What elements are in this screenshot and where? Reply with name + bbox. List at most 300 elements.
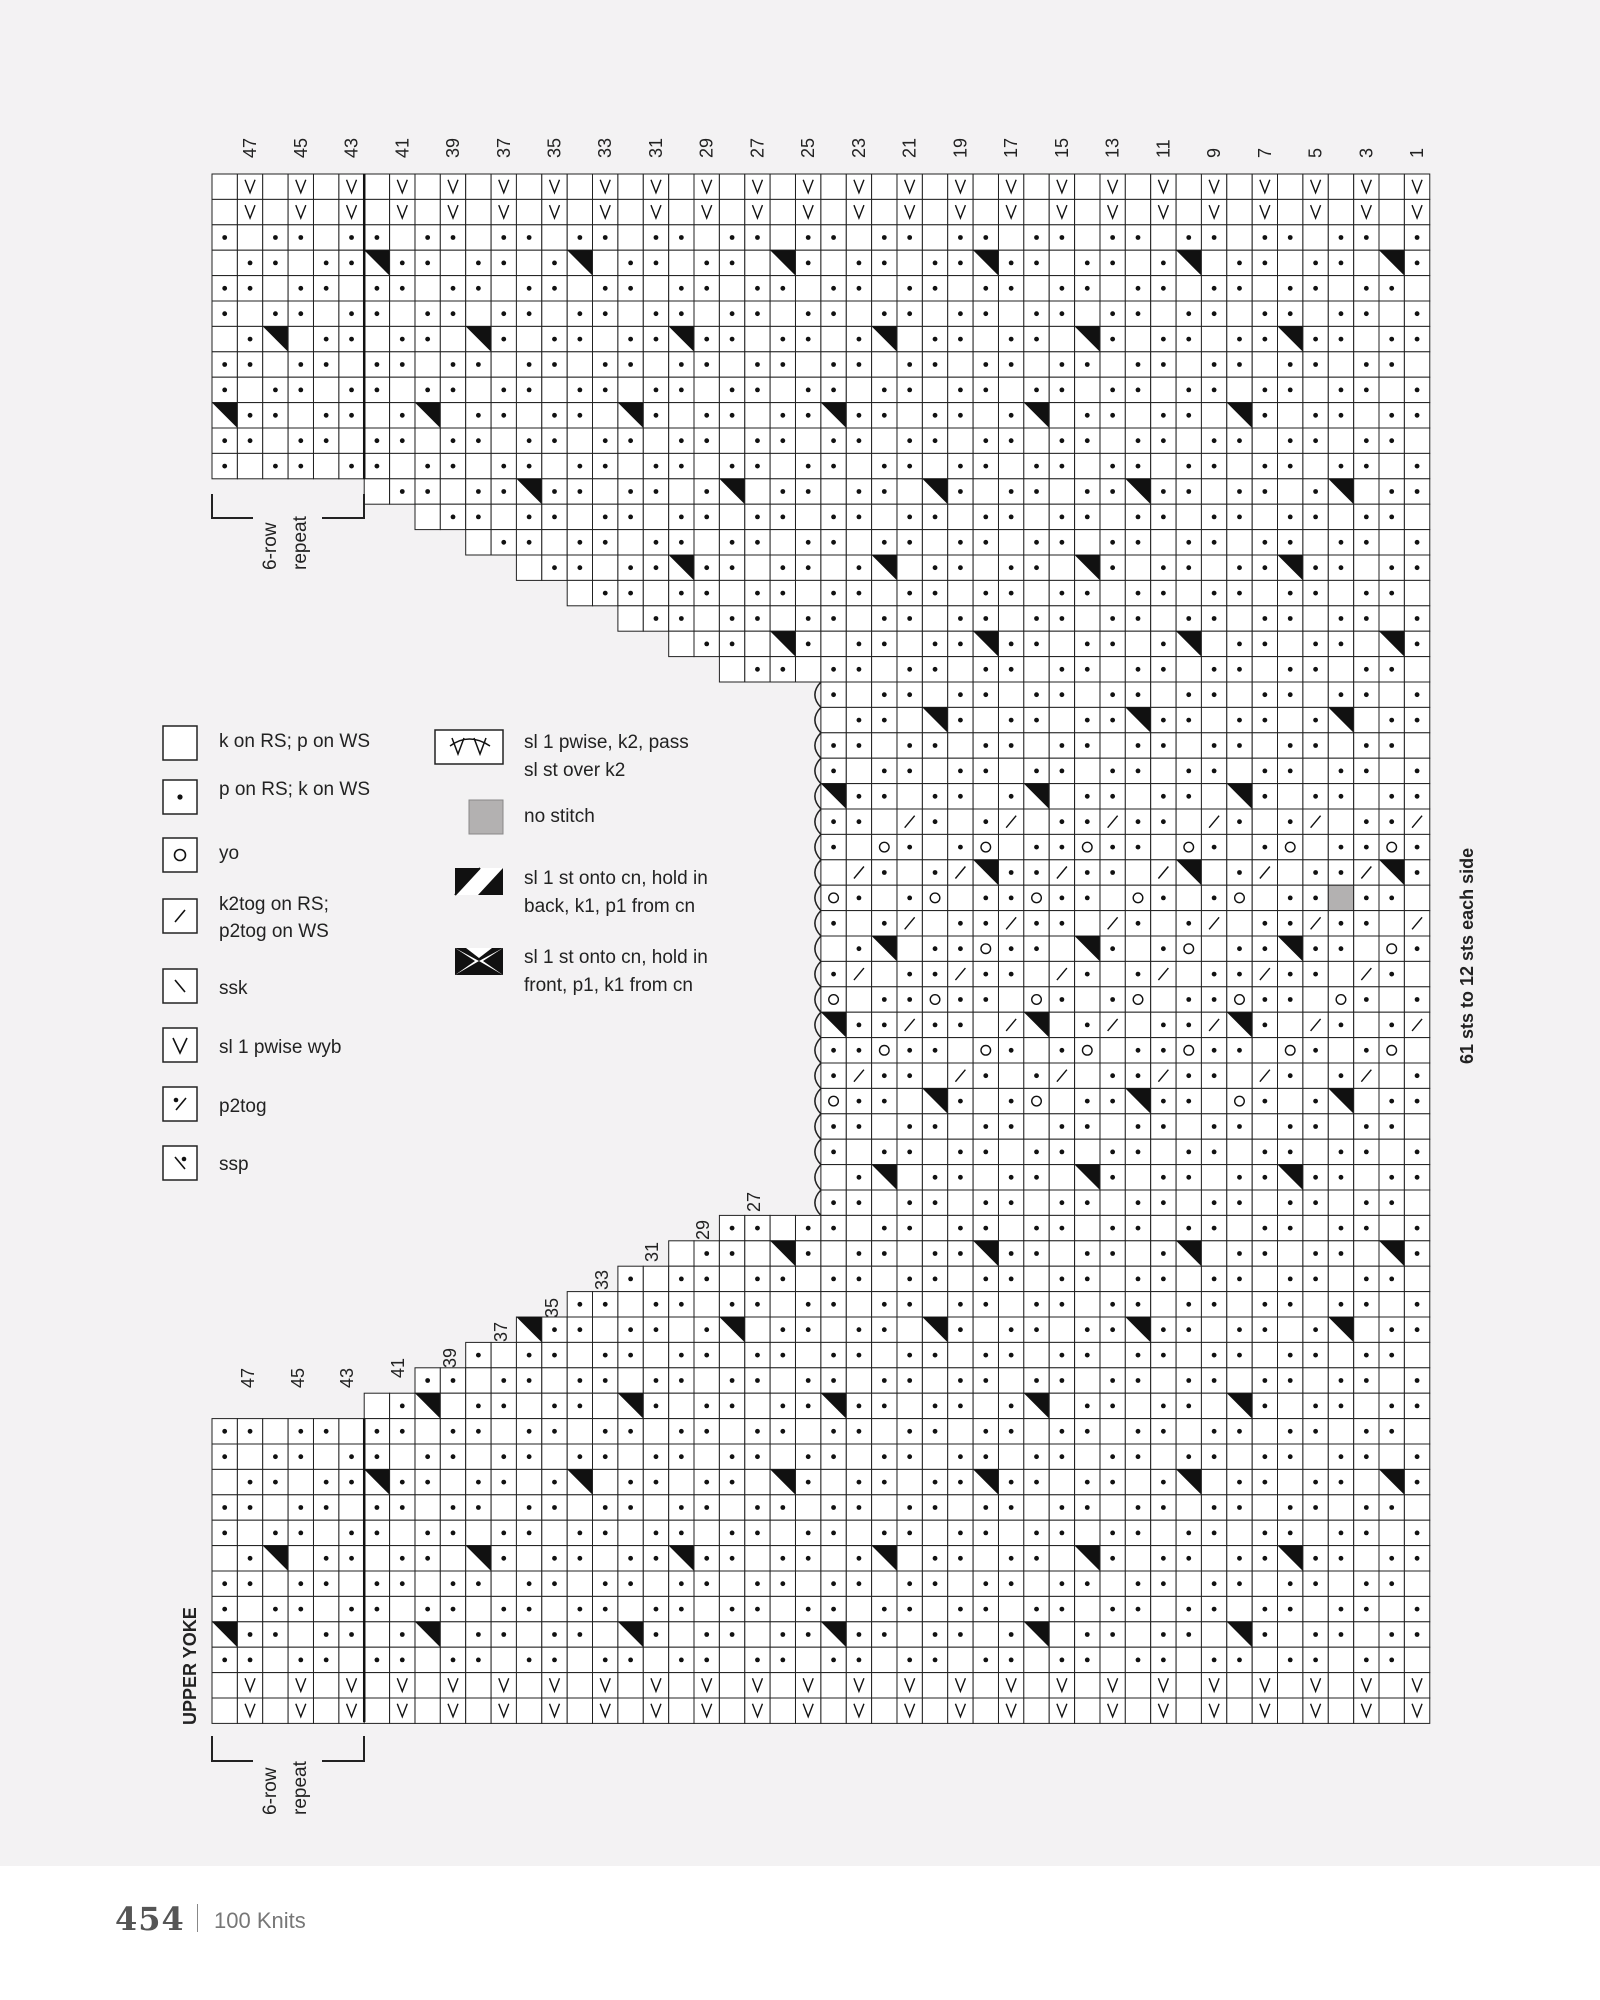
purl-dot	[1389, 1632, 1394, 1637]
purl-dot	[400, 1556, 405, 1561]
purl-dot	[679, 1581, 684, 1586]
chart-cell	[1404, 174, 1429, 199]
purl-dot	[1262, 388, 1267, 393]
purl-dot	[1415, 1251, 1420, 1256]
purl-dot	[1212, 1454, 1217, 1459]
chart-cell	[542, 530, 567, 555]
purl-dot	[349, 1556, 354, 1561]
purl-dot	[1136, 591, 1141, 596]
purl-dot	[1415, 464, 1420, 469]
purl-dot	[1212, 1505, 1217, 1510]
purl-dot	[1313, 946, 1318, 951]
purl-dot	[1339, 1226, 1344, 1231]
purl-dot	[603, 464, 608, 469]
chart-cell	[745, 250, 770, 275]
chart-cell	[567, 1698, 592, 1723]
chart-cell	[1024, 352, 1049, 377]
chart-cell	[1024, 657, 1049, 682]
chart-cell	[872, 657, 897, 682]
purl-dot	[1389, 1200, 1394, 1205]
purl-dot	[349, 337, 354, 342]
chart-cell	[1075, 1520, 1100, 1545]
purl-dot	[1288, 286, 1293, 291]
purl-dot	[273, 1632, 278, 1637]
chart-cell	[364, 1393, 389, 1418]
chart-cell	[1049, 1673, 1074, 1698]
purl-dot	[603, 1531, 608, 1536]
chart-cell	[821, 1165, 846, 1190]
purl-dot	[1288, 1277, 1293, 1282]
chart-cell	[1328, 1495, 1353, 1520]
purl-dot	[1034, 769, 1039, 774]
chart-cell	[1151, 1139, 1176, 1164]
chart-cell	[390, 453, 415, 478]
purl-dot	[1212, 769, 1217, 774]
cable-front-icon	[455, 948, 503, 975]
purl-dot	[654, 1480, 659, 1485]
chart-cell	[1176, 961, 1201, 986]
purl-dot	[882, 1226, 887, 1231]
purl-dot	[1313, 972, 1318, 977]
purl-dot	[1339, 794, 1344, 799]
purl-dot	[831, 1429, 836, 1434]
scalloped-edge	[815, 682, 821, 1215]
diagonal-number: 35	[542, 1297, 562, 1318]
chart-cell	[1125, 1165, 1150, 1190]
chart-cell	[440, 199, 465, 224]
purl-dot	[831, 1531, 836, 1536]
purl-dot	[755, 464, 760, 469]
chart-cell	[719, 174, 744, 199]
chart-cell	[542, 1596, 567, 1621]
chart-cell	[948, 1038, 973, 1063]
chart-cell	[466, 174, 491, 199]
purl-dot	[882, 311, 887, 316]
chart-cell	[263, 428, 288, 453]
purl-dot	[983, 1378, 988, 1383]
purl-dot	[730, 540, 735, 545]
chart-cell	[339, 276, 364, 301]
purl-dot	[1212, 362, 1217, 367]
purl-dot	[1389, 1327, 1394, 1332]
chart-cell	[694, 1596, 719, 1621]
purl-dot	[1415, 946, 1420, 951]
chart-cell	[745, 631, 770, 656]
purl-dot	[882, 718, 887, 723]
chart-cell	[1075, 1444, 1100, 1469]
purl-dot	[1009, 413, 1014, 418]
chart-cell	[1100, 1698, 1125, 1723]
chart-cell	[1227, 987, 1252, 1012]
chart-cell	[719, 657, 744, 682]
purl-dot	[806, 489, 811, 494]
chart-cell	[821, 326, 846, 351]
purl-dot	[806, 1226, 811, 1231]
chart-cell	[1201, 199, 1226, 224]
purl-dot	[806, 464, 811, 469]
purl-dot	[222, 1581, 227, 1586]
chart-cell	[872, 1342, 897, 1367]
chart-cell	[1252, 352, 1277, 377]
purl-dot	[755, 1658, 760, 1663]
purl-dot	[603, 1302, 608, 1307]
purl-dot	[1262, 1632, 1267, 1637]
chart-cell	[1252, 580, 1277, 605]
chart-cell	[719, 1495, 744, 1520]
purl-dot	[1085, 1404, 1090, 1409]
purl-dot	[907, 464, 912, 469]
purl-dot	[1161, 1581, 1166, 1586]
diagonal-number: 31	[642, 1241, 662, 1262]
chart-cell	[440, 1698, 465, 1723]
purl-dot	[958, 489, 963, 494]
purl-dot	[958, 1023, 963, 1028]
purl-dot	[1313, 743, 1318, 748]
purl-dot	[882, 1378, 887, 1383]
purl-dot	[907, 1124, 912, 1129]
chart-cell	[1049, 1622, 1074, 1647]
purl-dot	[1262, 1378, 1267, 1383]
chart-cell	[872, 1190, 897, 1215]
purl-dot	[857, 1124, 862, 1129]
purl-dot	[248, 286, 253, 291]
purl-dot	[704, 1581, 709, 1586]
purl-dot	[1415, 1404, 1420, 1409]
chart-cell	[314, 199, 339, 224]
chart-cell	[1303, 1673, 1328, 1698]
purl-dot	[527, 311, 532, 316]
purl-dot	[1186, 1632, 1191, 1637]
purl-dot	[882, 1607, 887, 1612]
purl-dot	[1186, 540, 1191, 545]
purl-dot	[501, 540, 506, 545]
chart-cell	[1354, 1165, 1379, 1190]
purl-dot	[1110, 311, 1115, 316]
purl-dot	[1186, 311, 1191, 316]
chart-cell	[1227, 911, 1252, 936]
chart-cell	[339, 428, 364, 453]
purl-dot	[983, 1150, 988, 1155]
chart-cell	[872, 352, 897, 377]
chart-cell	[466, 377, 491, 402]
chart-cell	[1201, 784, 1226, 809]
purl-dot	[654, 1531, 659, 1536]
purl-dot	[1085, 591, 1090, 596]
purl-dot	[704, 1353, 709, 1358]
chart-cell	[364, 1546, 389, 1571]
purl-dot	[1212, 388, 1217, 393]
chart-cell	[846, 1520, 871, 1545]
chart-cell	[1379, 911, 1404, 936]
purl-dot	[1110, 337, 1115, 342]
purl-dot	[806, 616, 811, 621]
purl-dot	[527, 1378, 532, 1383]
chart-cell	[516, 199, 541, 224]
purl-dot	[1262, 1454, 1267, 1459]
purl-dot	[1288, 667, 1293, 672]
purl-dot	[375, 1531, 380, 1536]
purl-dot	[958, 1632, 963, 1637]
purl-dot	[552, 261, 557, 266]
purl-dot	[882, 1073, 887, 1078]
purl-dot	[1186, 769, 1191, 774]
chart-cell	[491, 1419, 516, 1444]
purl-dot	[451, 1454, 456, 1459]
chart-cell	[1278, 707, 1303, 732]
purl-dot	[1186, 718, 1191, 723]
purl-dot	[983, 692, 988, 697]
chart-cell	[897, 199, 922, 224]
chart-cell	[973, 1038, 998, 1063]
purl-dot	[1389, 896, 1394, 901]
purl-dot	[857, 1658, 862, 1663]
chart-cell	[872, 885, 897, 910]
chart-cell	[1278, 834, 1303, 859]
purl-dot	[679, 1531, 684, 1536]
purl-dot	[933, 337, 938, 342]
purl-dot	[1110, 540, 1115, 545]
purl-dot	[831, 1378, 836, 1383]
chart-cell	[491, 428, 516, 453]
purl-dot	[907, 692, 912, 697]
chart-cell	[1176, 174, 1201, 199]
chart-cell	[1227, 1520, 1252, 1545]
purl-dot	[1186, 921, 1191, 926]
purl-dot	[755, 1353, 760, 1358]
purl-dot	[248, 1480, 253, 1485]
chart-cell	[339, 199, 364, 224]
chart-cell	[415, 1673, 440, 1698]
column-number: 37	[493, 137, 514, 158]
purl-dot	[476, 1429, 481, 1434]
purl-dot	[806, 261, 811, 266]
chart-cell	[973, 1393, 998, 1418]
purl-dot	[298, 1429, 303, 1434]
chart-cell	[872, 1038, 897, 1063]
purl-dot	[831, 286, 836, 291]
chart-cell	[1379, 1063, 1404, 1088]
purl-dot	[1339, 642, 1344, 647]
purl-dot	[603, 286, 608, 291]
chart-cell	[1201, 707, 1226, 732]
purl-dot	[1262, 489, 1267, 494]
chart-cell	[999, 174, 1024, 199]
purl-dot	[1389, 489, 1394, 494]
chart-cell	[1404, 199, 1429, 224]
purl-dot	[958, 1175, 963, 1180]
chart-cell	[1278, 1038, 1303, 1063]
chart-cell	[1252, 1647, 1277, 1672]
chart-cell	[1049, 199, 1074, 224]
purl-dot	[1364, 1200, 1369, 1205]
purl-dot	[831, 540, 836, 545]
purl-dot	[1034, 311, 1039, 316]
purl-dot	[806, 388, 811, 393]
purl-dot	[1186, 413, 1191, 418]
chart-cell	[1328, 1038, 1353, 1063]
column-number: 13	[1102, 137, 1123, 158]
chart-cell	[897, 1546, 922, 1571]
chart-cell	[390, 1698, 415, 1723]
purl-dot	[1288, 1607, 1293, 1612]
purl-dot	[1262, 540, 1267, 545]
purl-dot	[806, 565, 811, 570]
chart-cell	[1151, 1444, 1176, 1469]
purl-dot	[1313, 489, 1318, 494]
purl-dot	[527, 1607, 532, 1612]
purl-dot	[552, 489, 557, 494]
purl-dot	[577, 235, 582, 240]
chart-cell	[263, 199, 288, 224]
chart-cell	[719, 1673, 744, 1698]
chart-cell	[618, 1673, 643, 1698]
chart-cell	[694, 1698, 719, 1723]
repeat-bracket-bottom	[212, 1736, 364, 1761]
purl-dot	[907, 743, 912, 748]
chart-cell	[593, 1673, 618, 1698]
chart-cell	[1100, 1495, 1125, 1520]
chart-cell	[922, 377, 947, 402]
chart-cell	[415, 276, 440, 301]
purl-dot	[983, 1607, 988, 1612]
chart-cell	[567, 428, 592, 453]
chart-cell	[263, 174, 288, 199]
column-number: 39	[443, 137, 463, 158]
purl-dot	[1313, 1581, 1318, 1586]
purl-dot	[679, 464, 684, 469]
chart-cell	[796, 1266, 821, 1291]
purl-dot	[1136, 1531, 1141, 1536]
purl-dot	[1161, 1175, 1166, 1180]
purl-dot	[1212, 1429, 1217, 1434]
chart-cell	[1176, 1419, 1201, 1444]
purl-dot	[552, 1353, 557, 1358]
chart-cell	[999, 453, 1024, 478]
purl-dot	[1034, 1327, 1039, 1332]
chart-cell	[288, 199, 313, 224]
chart-cell	[237, 301, 262, 326]
chart-cell	[872, 961, 897, 986]
purl-dot	[1364, 235, 1369, 240]
purl-dot	[1212, 896, 1217, 901]
chart-grid	[212, 174, 1430, 1723]
purl-dot	[577, 1607, 582, 1612]
chart-cell	[593, 250, 618, 275]
purl-dot	[704, 261, 709, 266]
purl-dot	[907, 896, 912, 901]
chart-cell	[821, 1088, 846, 1113]
chart-cell	[669, 1317, 694, 1342]
ssp-icon	[163, 1146, 197, 1180]
purl-dot	[1389, 743, 1394, 748]
purl-dot	[704, 1505, 709, 1510]
purl-dot	[1136, 1378, 1141, 1383]
purl-dot	[1186, 1150, 1191, 1155]
chart-cell	[516, 326, 541, 351]
chart-cell	[1252, 885, 1277, 910]
purl-dot	[831, 438, 836, 443]
chart-cell	[1379, 1596, 1404, 1621]
purl-dot	[1288, 235, 1293, 240]
purl-dot	[1313, 337, 1318, 342]
chart-cell	[491, 1495, 516, 1520]
purl-dot	[907, 1607, 912, 1612]
purl-dot	[451, 311, 456, 316]
chart-cell	[1328, 1647, 1353, 1672]
purl-dot	[1313, 286, 1318, 291]
purl-dot	[933, 1658, 938, 1663]
purl-dot	[1339, 1607, 1344, 1612]
chart-cell	[1278, 250, 1303, 275]
purl-dot	[654, 565, 659, 570]
chart-cell	[770, 530, 795, 555]
chart-cell	[1252, 276, 1277, 301]
chart-cell	[897, 707, 922, 732]
purl-dot	[577, 1327, 582, 1332]
chart-cell	[846, 987, 871, 1012]
purl-dot	[1110, 388, 1115, 393]
chart-cell	[770, 1292, 795, 1317]
purl-dot	[1262, 794, 1267, 799]
purl-dot	[1313, 1353, 1318, 1358]
purl-dot	[324, 1480, 329, 1485]
purl-dot	[1059, 540, 1064, 545]
chart-cell	[999, 834, 1024, 859]
purl-dot	[349, 388, 354, 393]
purl-dot	[933, 743, 938, 748]
chart-cell	[897, 326, 922, 351]
legend-right-4a: sl 1 st onto cn, hold in	[524, 947, 708, 968]
k2tog-icon	[163, 899, 197, 933]
purl-dot	[857, 438, 862, 443]
purl-dot	[603, 1378, 608, 1383]
purl-dot	[857, 946, 862, 951]
purl-dot	[933, 667, 938, 672]
purl-dot	[1288, 1353, 1293, 1358]
purl-dot	[1212, 1607, 1217, 1612]
chart-cell	[821, 199, 846, 224]
purl-dot	[1085, 286, 1090, 291]
chart-cell	[1024, 961, 1049, 986]
chart-cell	[1328, 352, 1353, 377]
purl-dot	[907, 1226, 912, 1231]
purl-dot	[1288, 997, 1293, 1002]
chart-cell	[466, 1368, 491, 1393]
purl-dot	[831, 235, 836, 240]
chart-cell	[516, 1698, 541, 1723]
purl-dot	[1085, 1251, 1090, 1256]
purl-dot	[933, 1404, 938, 1409]
purl-dot	[958, 642, 963, 647]
purl-dot	[907, 972, 912, 977]
chart-cell	[999, 606, 1024, 631]
chart-cell	[745, 403, 770, 428]
purl-dot	[552, 1505, 557, 1510]
chart-cell	[897, 784, 922, 809]
purl-dot	[628, 515, 633, 520]
purl-dot	[1237, 1200, 1242, 1205]
purl-dot	[806, 1480, 811, 1485]
purl-dot	[958, 946, 963, 951]
purl-dot	[273, 413, 278, 418]
chart-cell	[1176, 199, 1201, 224]
purl-dot	[1339, 1480, 1344, 1485]
chart-cell	[237, 225, 262, 250]
purl-dot	[1136, 1073, 1141, 1078]
purl-dot	[679, 1378, 684, 1383]
chart-cell	[1278, 199, 1303, 224]
purl-dot	[882, 388, 887, 393]
